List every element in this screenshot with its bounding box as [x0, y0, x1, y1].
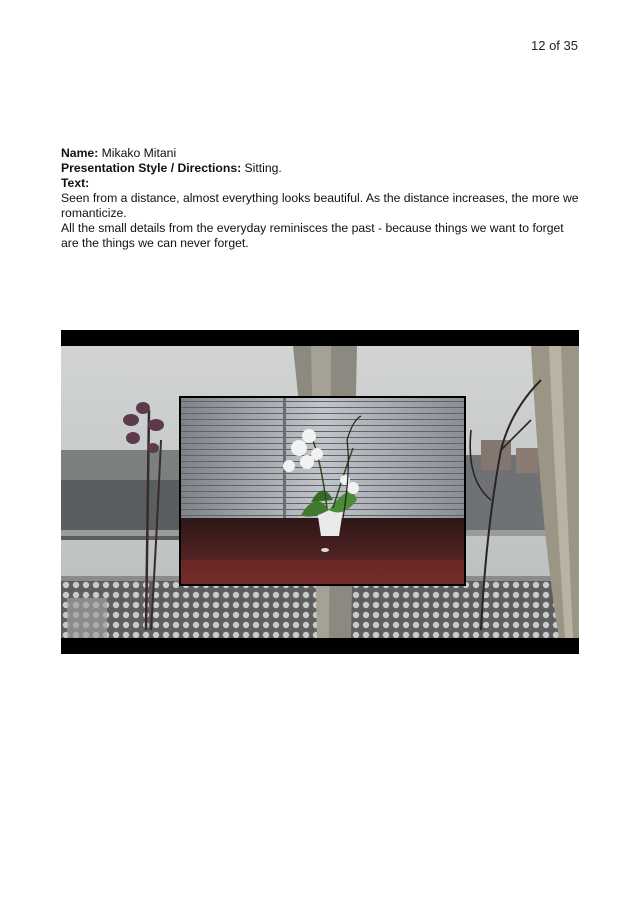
name-row	[61, 146, 581, 161]
video-still-image	[61, 330, 579, 654]
text-line-2: All the small details from the everyday reminisces the past - because things we want to forget are the things we can never forget.	[61, 221, 564, 250]
video-still-illustration	[61, 330, 579, 654]
name-value: Mikako Mitani	[101, 146, 177, 160]
name-label: Name:	[61, 146, 99, 160]
text-line-1: Seen from a distance, almost everything looks beautiful. As the distance increases, the more we romanticize.	[61, 191, 579, 220]
presentation-style-row	[61, 161, 581, 176]
page-number: 12 of 35	[531, 38, 578, 53]
entry-text-block	[61, 146, 581, 251]
presentation-style-label: Presentation Style / Directions:	[61, 161, 242, 175]
inset-photo	[179, 396, 466, 586]
text-label: Text:	[61, 176, 90, 190]
presentation-style-value: Sitting.	[244, 161, 282, 175]
